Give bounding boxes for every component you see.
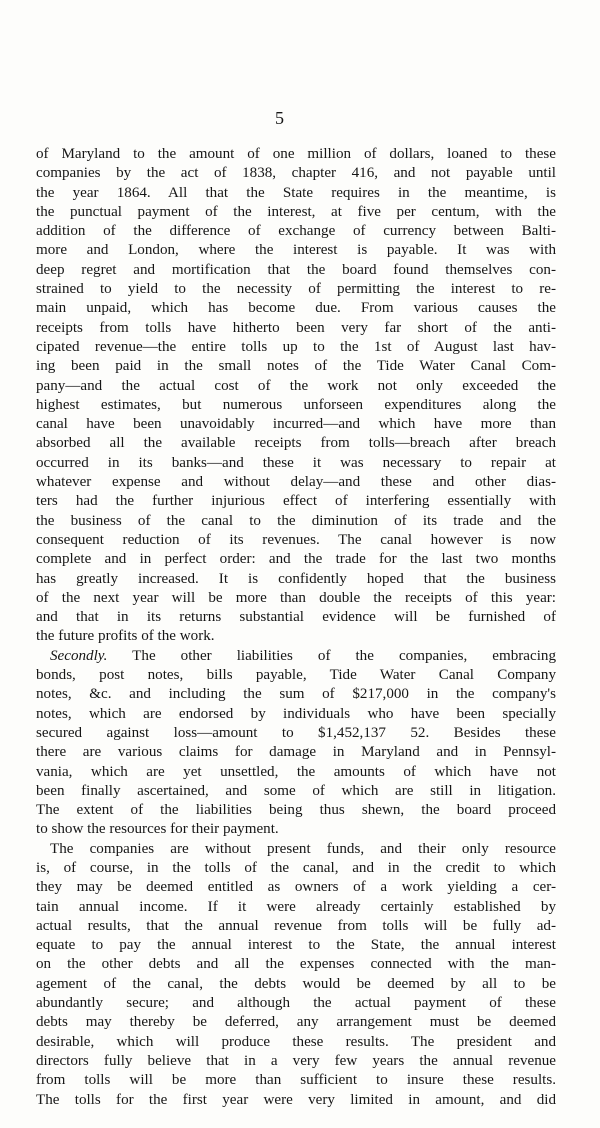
text-line: equate to pay the annual interest to the State, the annual interest <box>36 937 556 954</box>
text-line: the future profits of the work. <box>36 628 215 645</box>
text-line: notes, &c. and including the sum of $217,000 in the company's <box>36 686 556 703</box>
text-line: been finally ascertained, and some of which are still in litigation. <box>36 782 556 799</box>
text-line: highest estimates, but numerous unforseen expenditures along the <box>36 396 556 413</box>
text-line: The tolls for the first year were very limited in amount, and did <box>36 1091 556 1108</box>
text-line: ing been paid in the small notes of the Tide Water Canal Com- <box>36 358 556 375</box>
text-line: actual results, that the annual revenue from tolls will be fully ad- <box>36 917 556 934</box>
text-line: consequent reduction of its revenues. The canal however is now <box>36 531 556 548</box>
text-line: they may be deemed entitled as owners of a work yielding a cer- <box>36 879 556 896</box>
text-line: and that in its returns substantial evidence will be furnished of <box>36 609 556 626</box>
text-line: complete and in perfect order: and the trade for the last two months <box>36 551 556 568</box>
text-line: occurred in its banks—and these it was necessary to repair at <box>36 454 556 471</box>
text-line: on the other debts and all the expenses connected with the man- <box>36 956 556 973</box>
text-line: vania, which are yet unsettled, the amounts of which have not <box>36 763 556 780</box>
text-line: companies by the act of 1838, chapter 416, and not payable until <box>36 165 556 182</box>
text-line: directors fully believe that in a very few years the annual revenue <box>36 1052 556 1069</box>
text-line: has greatly increased. It is confidently hoped that the business <box>36 570 556 587</box>
text-line: whatever expense and without delay—and these and other dias- <box>36 474 556 491</box>
text-line: receipts from tolls have hitherto been very far short of the anti- <box>36 319 556 336</box>
text-line: absorbed all the available receipts from tolls—breach after breach <box>36 435 556 452</box>
page-number: 5 <box>275 108 285 128</box>
text-line: canal have been unavoidably incurred—and which have more than <box>36 416 556 433</box>
text-line: The companies are without present funds, and their only resource <box>50 840 556 857</box>
text-line: abundantly secure; and although the actual payment of these <box>36 995 556 1012</box>
text-line: strained to yield to the necessity of permitting the interest to re- <box>36 281 556 298</box>
text-line: Secondly. The other liabilities of the companies, embracing <box>50 647 556 664</box>
text-line: the punctual payment of the interest, at five per centum, with the <box>36 203 556 220</box>
text-line: more and London, where the interest is payable. It was with <box>36 242 556 259</box>
text-line: tain annual income. If it were already certainly established by <box>36 898 556 915</box>
text-line: from tolls will be more than sufficient to insure these results. <box>36 1072 556 1089</box>
text-line: agement of the canal, the debts would be deemed by all to be <box>36 975 556 992</box>
text-line: The extent of the liabilities being thus shewn, the board proceed <box>36 802 556 819</box>
text-line: to show the resources for their payment. <box>36 821 279 838</box>
text-line: cipated revenue—the entire tolls up to the 1st of August last hav- <box>36 338 556 355</box>
body-text <box>36 145 556 1110</box>
text-line: ters had the further injurious effect of interfering essentially with <box>36 493 556 510</box>
text-line: addition of the difference of exchange of currency between Balti- <box>36 223 556 240</box>
text-line: is, of course, in the tolls of the canal, and in the credit to which <box>36 859 556 876</box>
text-line: secured against loss—amount to $1,452,137 52. Besides these <box>36 724 556 741</box>
italic-lead: Secondly. <box>50 647 108 664</box>
text-line: of Maryland to the amount of one million of dollars, loaned to these <box>36 146 556 162</box>
text-line: desirable, which will produce these results. The president and <box>36 1033 556 1050</box>
text-line: debts may thereby be deferred, any arrangement must be deemed <box>36 1014 556 1031</box>
text-line: notes, which are endorsed by individuals who have been specially <box>36 705 556 722</box>
text-line: the business of the canal to the diminution of its trade and the <box>36 512 556 529</box>
text-line: deep regret and mortification that the board found themselves con- <box>36 261 556 278</box>
text-line: main unpaid, which has become due. From various causes the <box>36 300 556 317</box>
text-line: of the next year will be more than double the receipts of this year: <box>36 589 556 606</box>
text-line: bonds, post notes, bills payable, Tide Water Canal Company <box>36 667 556 684</box>
text-line: there are various claims for damage in Maryland and in Pennsyl- <box>36 744 556 761</box>
text-line: pany—and the actual cost of the work not only exceeded the <box>36 377 556 394</box>
text-line: the year 1864. All that the State requires in the meantime, is <box>36 184 556 201</box>
